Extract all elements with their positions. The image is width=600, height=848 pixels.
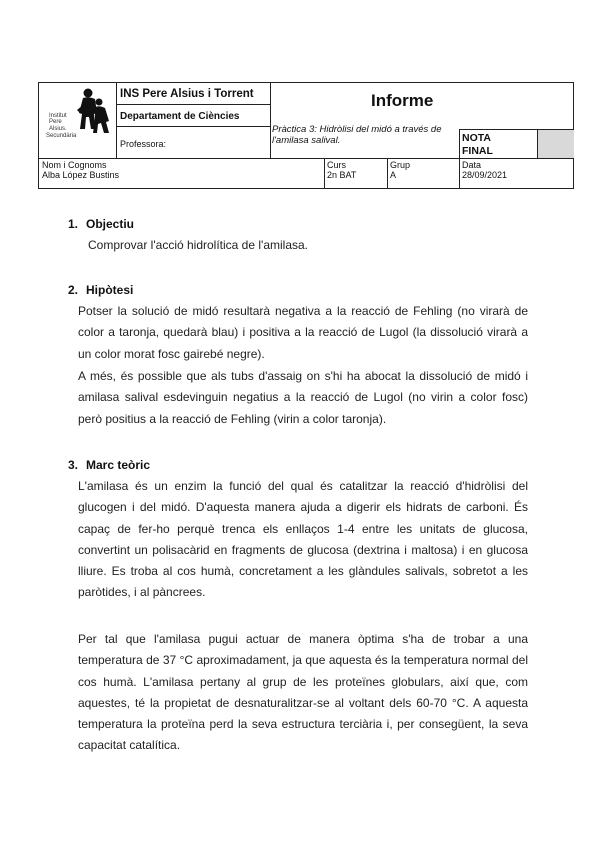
grade-label: FINAL [462,145,493,157]
course-value: 2n BAT [327,170,357,180]
paragraph: L'amilasa és un enzim la funció del qual és catalitzar la reacció d'hidròlisi del glucogen i del midó. D'aquesta manera ajuda a digerir els hidrats de carboni. És capaç de fer-ho perquè trenca els enllaços 1-4 entre les unitats de glucosa, convertint un polisacàrid en fragments de glucosa (dextrina i maltosa) i en glucosa lliure. Es troba al cos humà, concretament a les glàndules salivals, sobretot a les paròtides, i al pàncrees. [78,479,528,600]
name-label: Nom i Cognoms [42,160,107,170]
name-value: Alba López Bustins [42,170,120,180]
section-number: 3. [68,458,79,472]
group-value: A [390,170,397,180]
school-name: INS Pere Alsius i Torrent [120,88,254,100]
section-title [68,283,133,297]
practice-title: Pràctica 3: Hidròlisi del midó a través de l'amilasa salival. [272,124,442,146]
divider [116,83,117,158]
divider [116,126,270,127]
header-table [38,82,574,189]
paragraph: Potser la solució de midó resultarà negativa a la reacció de Fehling (no virarà de color a taronja, quedarà blau) i positiva a la reacció de Lugol (la dissolució virarà a un color morat fosc gairebé negre). [78,304,528,361]
section-heading: Objectiu [86,217,135,231]
paragraph: Comprovar l'acció hidrolítica de l'amilasa. [88,238,309,252]
section-heading: Hipòtesi [86,283,134,297]
divider [324,158,325,189]
logo-text-line: Secundària [46,133,77,139]
doc-title: Informe [371,91,434,110]
date-value: 28/09/2021 [462,170,508,180]
divider [270,83,271,158]
logo-text-line: Pere [49,119,62,125]
group-label: Grup [390,160,411,170]
section-title [68,458,150,472]
school-logo [39,83,116,158]
divider [116,104,270,105]
divider [39,158,574,159]
section-number: 2. [68,283,79,297]
divider [387,158,388,189]
section-number: 1. [68,217,79,231]
grade-box [538,130,574,158]
grade-label: NOTA [462,132,491,144]
logo-text-line: Institut [49,113,67,119]
paragraph: A més, és possible que als tubs d'assaig on s'hi ha abocat la dissolució de midó i amilasa salival esdevinguin negatius a la reacció de Lugol (no virin a color fosc) però positius a la reacció de Fehling (virin a color taronja). [78,369,528,426]
section-heading: Marc teòric [86,458,151,472]
course-label: Curs [327,160,347,170]
teacher-label: Professora: [120,139,167,149]
paragraph: Per tal que l'amilasa pugui actuar de manera òptima s'ha de trobar a una temperatura de 37 °C aproximadament, ja que aquesta és la temperatura normal del cos humà. L'amilasa pertany al grup de les proteïnes globulars, així que, com aquestes, té la propietat de desnaturalitzar-se al voltant dels 60-70 °C. A aquesta temperatura la proteïna perd la seva estructura terciària i, per consegüent, la seva capacitat catalítica. [78,632,528,753]
department-name: Departament de Ciències [120,111,240,122]
date-label: Data [462,160,482,170]
section-title [68,217,134,231]
logo-text-line: Alsius. [49,126,67,132]
divider [459,129,460,189]
